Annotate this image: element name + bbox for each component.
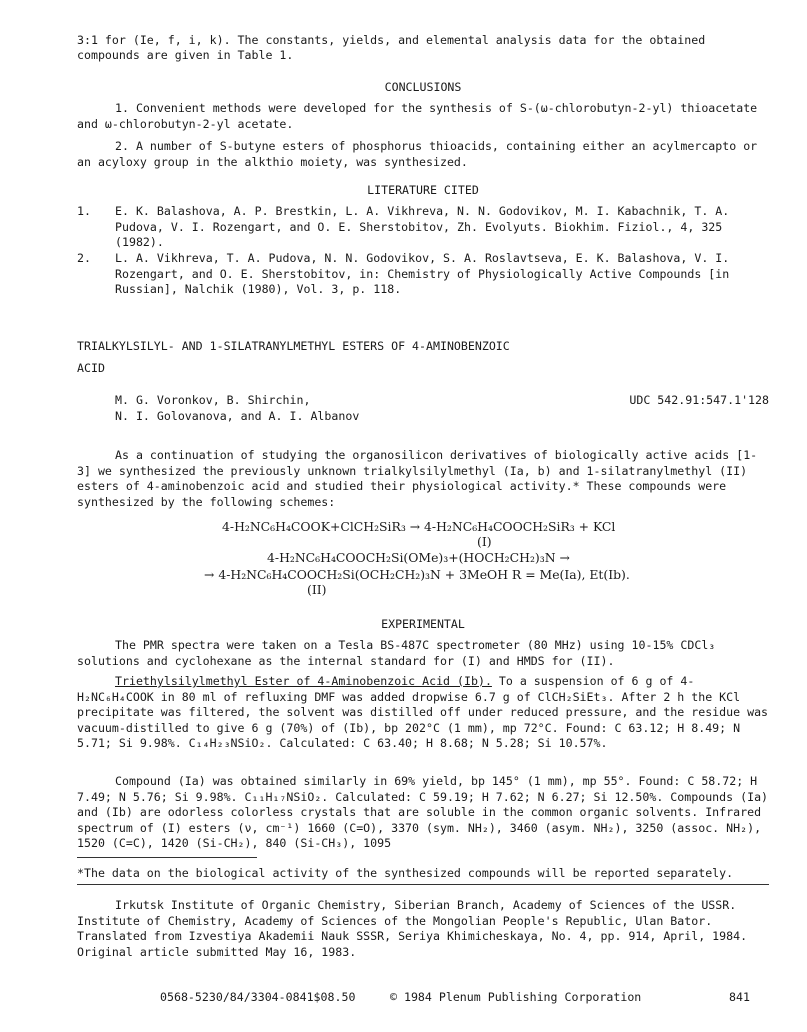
compound-ib-body: To a suspension of 6 g of 4-H₂NC₆H₄COOK in 80 ml of refluxing DMF was added dropwise 6.7 g of ClCH₂SiEt₃. After 2 h the KCl precipitate was filtered, the solvent was distilled off under reduced pressure, and the residue was vacuum-distilled to give 6 g (70%) of (Ib), bp 202°C (1 mm), mp 72°C. Found: C 63.12; H 8.49; N 5.71; Si 9.98%. C₁₄H₂₃NSiO₂. Calculated: C 63.40; H 8.68; N 5.28; Si 10.57%. bbox=[77, 674, 769, 750]
udc-code: UDC 542.91:547.1'128 bbox=[629, 393, 769, 407]
scheme-label-2: (II) bbox=[307, 582, 327, 597]
page-footer bbox=[160, 990, 750, 1006]
conclusion-item-1: 1. Convenient methods were developed for the synthesis of S-(ω-chlorobutyn-2-yl) thioacetate and ω-chlorobutyn-2-yl acetate. bbox=[77, 101, 758, 131]
scheme-line-1: 4-H₂NC₆H₄COOK+ClCH₂SiR₃ → 4-H₂NC₆H₄COOCH₂SiR₃ + KCl bbox=[222, 519, 616, 534]
pmr-paragraph: The PMR spectra were taken on a Tesla BS-487C spectrometer (80 MHz) using 10-15% CDCl₃ solutions and cyclohexane as the internal standard for (I) and HMDS for (II). bbox=[77, 638, 716, 668]
literature-heading: LITERATURE CITED bbox=[367, 183, 479, 197]
compound-ib-title: Triethylsilylmethyl Ester of 4-Aminobenzoic Acid (Ib). bbox=[115, 674, 492, 688]
reference-number: 1. bbox=[77, 204, 91, 218]
copyright-notice: © 1984 Plenum Publishing Corporation bbox=[390, 990, 642, 1004]
compound-ia-paragraph: Compound (Ia) was obtained similarly in 69% yield, bp 145° (1 mm), mp 55°. Found: C 58.72; H 7.49; N 5.76; Si 9.98%. C₁₁H₁₇NSiO₂. Calculated: C 59.19; H 7.62; N 6.27; Si 12.50%. Compounds (Ia) and (Ib) are odorless colorless crystals that are soluble in the common organic solvents. Infrared spectrum of (I) esters (ν, cm⁻¹) 1660 (C=O), 3370 (sym. NH₂), 3460 (asym. NH₂), 3250 (assoc. NH₂), 1520 (C=C), 1420 (Si-CH₂), 840 (Si-CH₃), 1095 bbox=[77, 774, 769, 850]
reference-text: E. K. Balashova, A. P. Brestkin, L. A. Vikhreva, N. N. Godovikov, M. I. Kabachnik, T. A. Pudova, V. I. Rozengart, and O. E. Sherstobitov, Zh. Evolyuts. Biokhim. Fiziol., 4, 325 (1982). bbox=[115, 204, 730, 249]
byline bbox=[115, 393, 769, 424]
article-title-line-1: TRIALKYLSILYL- AND 1-SILATRANYLMETHYL ESTERS OF 4-AMINOBENZOIC bbox=[77, 339, 510, 353]
reference-1 bbox=[77, 204, 769, 251]
affiliation-rule bbox=[77, 884, 769, 885]
page-number: 841 bbox=[729, 990, 750, 1004]
footnote: *The data on the biological activity of the synthesized compounds will be reported separately. bbox=[77, 866, 734, 880]
affiliation: Irkutsk Institute of Organic Chemistry, Siberian Branch, Academy of Sciences of the USSR. Institute of Chemistry, Academy of Sciences of the Mongolian People's Republic, Ulan Bator. Translated from Izvestiya Akademii Nauk SSSR, Seriya Khimicheskaya, No. 4, pp. 914, April, 1984. Original article submitted May 16, 1983. bbox=[77, 898, 748, 959]
intro-line-2: compounds are given in Table 1. bbox=[77, 48, 294, 62]
article-title-line-2: ACID bbox=[77, 361, 105, 375]
intro-line-1: 3:1 for (Ie, f, i, k). The constants, yields, and elemental analysis data for the obtained bbox=[77, 33, 706, 47]
authors-line-1: M. G. Voronkov, B. Shirchin, bbox=[115, 393, 311, 407]
document-code: 0568-5230/84/3304-0841$08.50 bbox=[160, 990, 356, 1004]
authors-line-2: N. I. Golovanova, and A. I. Albanov bbox=[115, 408, 360, 423]
intro-paragraph: As a continuation of studying the organosilicon derivatives of biologically active acids [1-3] we synthesized the previously unknown trialkylsilylmethyl (Ia, b) and 1-silatranylmethyl (II) esters of 4-aminobenzoic acid and studied their physiological activity.* These compounds were synthesized by the following schemes: bbox=[77, 448, 758, 509]
conclusion-item-2: 2. A number of S-butyne esters of phosphorus thioacids, containing either an acylmercapto or an acyloxy group in the alkthio moiety, was synthesized. bbox=[77, 139, 758, 169]
reference-2 bbox=[77, 251, 769, 298]
compound-ib-paragraph bbox=[77, 674, 769, 752]
reference-number: 2. bbox=[77, 251, 91, 265]
footnote-rule bbox=[77, 857, 257, 858]
scheme-label-1: (I) bbox=[477, 534, 492, 549]
scheme-line-2: 4-H₂NC₆H₄COOCH₂Si(OMe)₃+(HOCH₂CH₂)₃N → bbox=[267, 550, 570, 565]
experimental-heading: EXPERIMENTAL bbox=[381, 617, 465, 631]
scheme-line-3: → 4-H₂NC₆H₄COOCH₂Si(OCH₂CH₂)₃N + 3MeOH R = Me(Ia), Et(Ib). bbox=[204, 567, 630, 582]
reference-text: L. A. Vikhreva, T. A. Pudova, N. N. Godovikov, S. A. Roslavtseva, E. K. Balashova, V. I. Rozengart, and O. E. Sherstobitov, in: Chemistry of Physiologically Active Compounds [in Russian], Nalchik (1980), Vol. 3, p. 118. bbox=[115, 251, 730, 296]
conclusions-heading: CONCLUSIONS bbox=[384, 80, 462, 94]
